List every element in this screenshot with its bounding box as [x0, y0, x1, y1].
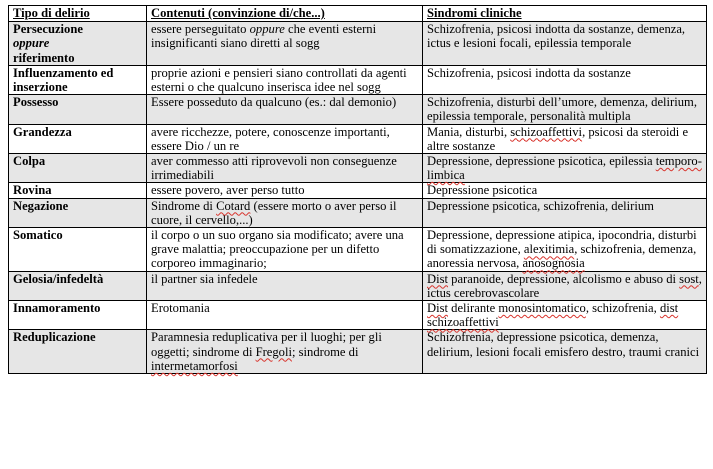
syndrome-text: schizoaffettivi	[427, 315, 499, 330]
header-contents: Contenuti (convinzione di/che...)	[147, 6, 423, 22]
row-content: il partner sia infedele	[147, 271, 423, 300]
row-content: proprie azioni e pensieri siano controllati da agenti esterni o che qualcuno inserisca idee nel sogg	[147, 65, 423, 94]
syndrome-text: delirante	[448, 301, 499, 316]
row-content: aver commesso atti riprovevoli non conseguenze irrimediabili	[147, 154, 423, 183]
row-type-colpa: Colpa	[9, 154, 147, 183]
row-content: avere ricchezze, potere, conoscenze importanti, essere Dio / un re	[147, 124, 423, 153]
syndrome-text: schizoaffettivi	[510, 124, 583, 139]
content-text: essere perseguitato	[151, 22, 250, 37]
table-row	[9, 22, 707, 66]
row-content	[147, 330, 423, 374]
row-syndromes	[423, 154, 707, 183]
content-text: Fregoli	[255, 344, 292, 359]
row-type-possesso: Possesso	[9, 95, 147, 124]
row-content: Essere posseduto da qualcuno (es.: dal demonio)	[147, 95, 423, 124]
syndrome-text: monosintomatico	[498, 301, 586, 316]
syndrome-text: Depressione, depressione atipica, ipocondria, disturbi di somatizzazione,	[427, 228, 697, 257]
syndrome-text: , psicosi da steroidi e altre sostanze	[427, 124, 689, 153]
row-syndromes	[423, 271, 707, 300]
header-clinical-syndromes: Sindromi cliniche	[423, 6, 707, 22]
syndrome-text: , ictus cerebrovascolare	[427, 271, 702, 300]
content-text: oppure	[249, 22, 285, 37]
row-syndromes	[423, 124, 707, 153]
table-row	[9, 271, 707, 300]
table-row	[9, 183, 707, 198]
syndrome-text: dist	[659, 301, 679, 316]
syndrome-text: anosognosia	[522, 256, 585, 271]
type-name-part: Persecuzione	[13, 22, 83, 37]
content-text: Paramnesia reduplicativa per il luoghi; per gli oggetti; sindrome di	[151, 330, 382, 359]
header-delusion-type: Tipo di delirio	[9, 6, 147, 22]
row-type-innamoramento: Innamoramento	[9, 301, 147, 330]
type-name-part: riferimento	[13, 50, 75, 65]
syndrome-text: Depressione, depressione psicotica, epilessia	[427, 154, 656, 169]
type-name-part: oppure	[13, 36, 50, 51]
row-syndromes	[423, 301, 707, 330]
content-text: Cotard	[216, 198, 251, 213]
table-row	[9, 124, 707, 153]
row-content	[147, 22, 423, 66]
table-row	[9, 330, 707, 374]
row-content: essere povero, aver perso tutto	[147, 183, 423, 198]
content-text: intermetamorfosi	[151, 358, 238, 373]
row-type-rovina: Rovina	[9, 183, 147, 198]
row-content: il corpo o un suo organo sia modificato; avere una grave malattia; preoccupazione per un difetto corporeo immaginario;	[147, 228, 423, 272]
table-row	[9, 95, 707, 124]
syndrome-text: paranoide, depressione, alcolismo e abuso di	[448, 271, 680, 286]
syndrome-text: , schizofrenia, demenza, anoressia nervosa,	[427, 242, 697, 271]
row-type-gelosia: Gelosia/infedeltà	[9, 271, 147, 300]
content-text: Sindrome di	[151, 198, 217, 213]
syndrome-text: Dist	[427, 271, 448, 286]
row-content	[147, 198, 423, 227]
table-row	[9, 301, 707, 330]
row-type-influenzamento: Influenzamento ed inserzione	[9, 65, 147, 94]
row-syndromes: Schizofrenia, disturbi dell’umore, demenza, delirium, epilessia temporale, personalità multipla	[423, 95, 707, 124]
syndrome-text: Dist	[427, 301, 448, 316]
content-text: che eventi esterni insignificanti siano diretti al sogg	[151, 22, 377, 51]
table-row	[9, 198, 707, 227]
syndrome-text: temporo-limbica	[427, 154, 702, 183]
syndrome-text: sost	[679, 271, 699, 286]
row-syndromes: Depressione psicotica	[423, 183, 707, 198]
content-text: (essere morto o aver perso il cuore, il cervello,...)	[151, 198, 397, 227]
delusion-types-table	[8, 5, 707, 374]
syndrome-text: alexitimia	[523, 242, 575, 257]
row-syndromes: Schizofrenia, psicosi indotta da sostanze	[423, 65, 707, 94]
table-row	[9, 228, 707, 272]
row-syndromes: Schizofrenia, psicosi indotta da sostanze, demenza, ictus e lesioni focali, epilessia temporale	[423, 22, 707, 66]
row-type-persecuzione	[9, 22, 147, 66]
row-type-reduplicazione: Reduplicazione	[9, 330, 147, 374]
table-header-row	[9, 6, 707, 22]
table-row	[9, 154, 707, 183]
row-type-negazione: Negazione	[9, 198, 147, 227]
row-syndromes: Depressione psicotica, schizofrenia, delirium	[423, 198, 707, 227]
table-row	[9, 65, 707, 94]
syndrome-text: Mania, disturbi,	[427, 124, 511, 139]
row-type-somatico: Somatico	[9, 228, 147, 272]
row-syndromes: Schizofrenia, depressione psicotica, demenza, delirium, lesioni focali emisfero destro, traumi cranici	[423, 330, 707, 374]
row-type-grandezza: Grandezza	[9, 124, 147, 153]
row-syndromes	[423, 228, 707, 272]
content-text: ; sindrome di	[291, 344, 359, 359]
syndrome-text: , schizofrenia,	[585, 301, 660, 316]
row-content: Erotomania	[147, 301, 423, 330]
